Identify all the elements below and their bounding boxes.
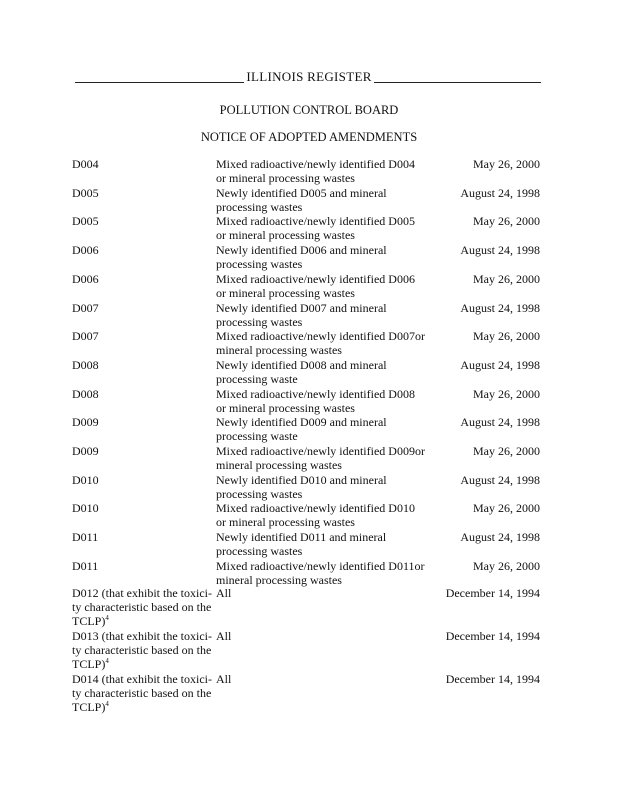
waste-code: D009 (72, 415, 99, 430)
waste-code: D005 (72, 214, 99, 229)
code-line-3: TCLP)$^4$ (72, 657, 109, 671)
effective-date: May 26, 2000 (473, 501, 540, 516)
effective-date: December 14, 1994 (445, 586, 540, 600)
code-line-2: ty characteristic based on the (72, 686, 212, 700)
description-line-1: Mixed radioactive/newly identified D006 (216, 271, 415, 286)
effective-date: May 26, 2000 (473, 386, 540, 401)
description-line-1: Mixed radioactive/newly identified D005 (216, 214, 415, 229)
footnote-marker: 4 (105, 614, 109, 622)
effective-date: May 26, 2000 (473, 271, 540, 286)
effective-date: August 24, 1998 (460, 357, 540, 372)
description-line-2: or mineral processing wastes (216, 515, 355, 530)
effective-date: December 14, 1994 (445, 629, 540, 643)
waste-description (216, 157, 431, 185)
waste-description: All (216, 629, 232, 643)
waste-code: D006 (72, 243, 99, 258)
description-line-2: or mineral processing wastes (216, 228, 355, 243)
waste-description: All (216, 586, 232, 600)
effective-date: May 26, 2000 (473, 214, 540, 229)
register-title: ILLINOIS REGISTER (246, 69, 372, 84)
waste-description (216, 530, 431, 558)
effective-date: August 24, 1998 (460, 415, 540, 430)
code-line-1: D012 (that exhibit the toxici- (72, 586, 212, 600)
description-line-2: mineral processing wastes (216, 343, 342, 358)
footnote-marker: 4 (105, 657, 109, 665)
waste-code: D004 (72, 157, 99, 171)
description-line-1: Mixed radioactive/newly identified D008 (216, 386, 415, 401)
effective-date: May 26, 2000 (473, 558, 540, 573)
description-line-1: Newly identified D007 and mineral (216, 300, 387, 315)
waste-code: D007 (72, 300, 99, 315)
waste-code (72, 629, 212, 671)
waste-code: D006 (72, 271, 99, 286)
description-line-1: Newly identified D011 and mineral (216, 530, 387, 545)
effective-date: May 26, 2000 (473, 444, 540, 458)
description-line-1: Newly identified D010 and mineral (216, 472, 387, 487)
effective-date: August 24, 1998 (460, 243, 540, 258)
notice-title: NOTICE OF ADOPTED AMENDMENTS (200, 130, 418, 144)
waste-description (216, 444, 431, 472)
description-line-2: mineral processing wastes (216, 572, 342, 587)
waste-code: D007 (72, 329, 99, 344)
description-line-2: mineral processing wastes (216, 458, 342, 472)
waste-code: D008 (72, 386, 99, 401)
description-line-1: Mixed radioactive/newly identified D010 (216, 501, 415, 516)
description-line-1: Mixed radioactive/newly identified D009or (216, 444, 425, 458)
waste-code: D005 (72, 185, 99, 200)
waste-description: All (216, 672, 232, 686)
waste-description (216, 473, 431, 501)
effective-date: August 24, 1998 (460, 530, 540, 545)
waste-code: D011 (72, 558, 99, 573)
waste-description (216, 301, 431, 329)
effective-date: August 24, 1998 (460, 472, 540, 487)
description-line-2: processing wastes (216, 314, 303, 329)
waste-code: D010 (72, 472, 99, 487)
effective-date: May 26, 2000 (473, 329, 540, 344)
footnote-marker: 4 (105, 700, 109, 708)
code-line-3: TCLP)$^4$ (72, 614, 109, 628)
waste-description (216, 186, 431, 214)
waste-description (216, 329, 431, 357)
waste-code: D011 (72, 530, 99, 545)
waste-description (216, 415, 431, 443)
waste-description (216, 272, 431, 300)
description-line-2: or mineral processing wastes (216, 285, 355, 300)
waste-description (216, 387, 431, 415)
waste-description (216, 559, 431, 587)
code-line-2: ty characteristic based on the (72, 600, 212, 614)
effective-date: August 24, 1998 (460, 300, 540, 315)
agency-title: POLLUTION CONTROL BOARD (219, 103, 399, 117)
description-line-1: Mixed radioactive/newly identified D007or (216, 329, 425, 344)
description-line-1: Newly identified D008 and mineral (216, 357, 387, 372)
waste-code: D008 (72, 357, 99, 372)
waste-code (72, 672, 212, 714)
code-line-3: TCLP)$^4$ (72, 700, 109, 714)
description-line-1: Newly identified D009 and mineral (216, 415, 387, 430)
description-line-2: processing wastes (216, 257, 303, 272)
waste-description (216, 243, 431, 271)
description-line-2: or mineral processing wastes (216, 171, 355, 185)
description-line-2: processing wastes (216, 486, 303, 501)
waste-code: D010 (72, 501, 99, 516)
effective-date: May 26, 2000 (473, 157, 540, 171)
description-line-2: or mineral processing wastes (216, 400, 355, 415)
effective-date: December 14, 1994 (445, 672, 540, 686)
waste-code: D009 (72, 444, 99, 458)
waste-description (216, 501, 431, 529)
description-line-1: Mixed radioactive/newly identified D011or (216, 558, 425, 573)
description-line-2: processing wastes (216, 199, 303, 214)
effective-date: August 24, 1998 (460, 185, 540, 200)
description-line-2: processing waste (216, 429, 298, 444)
description-line-2: processing waste (216, 371, 298, 386)
code-line-1: D013 (that exhibit the toxici- (72, 629, 212, 643)
waste-code (72, 586, 212, 628)
description-line-1: Mixed radioactive/newly identified D004 (216, 157, 415, 171)
description-line-1: Newly identified D005 and mineral (216, 185, 387, 200)
waste-description (216, 214, 431, 242)
code-line-1: D014 (that exhibit the toxici- (72, 672, 212, 686)
description-line-1: Newly identified D006 and mineral (216, 243, 387, 258)
waste-description (216, 358, 431, 386)
code-line-2: ty characteristic based on the (72, 643, 212, 657)
description-line-2: processing wastes (216, 544, 303, 559)
